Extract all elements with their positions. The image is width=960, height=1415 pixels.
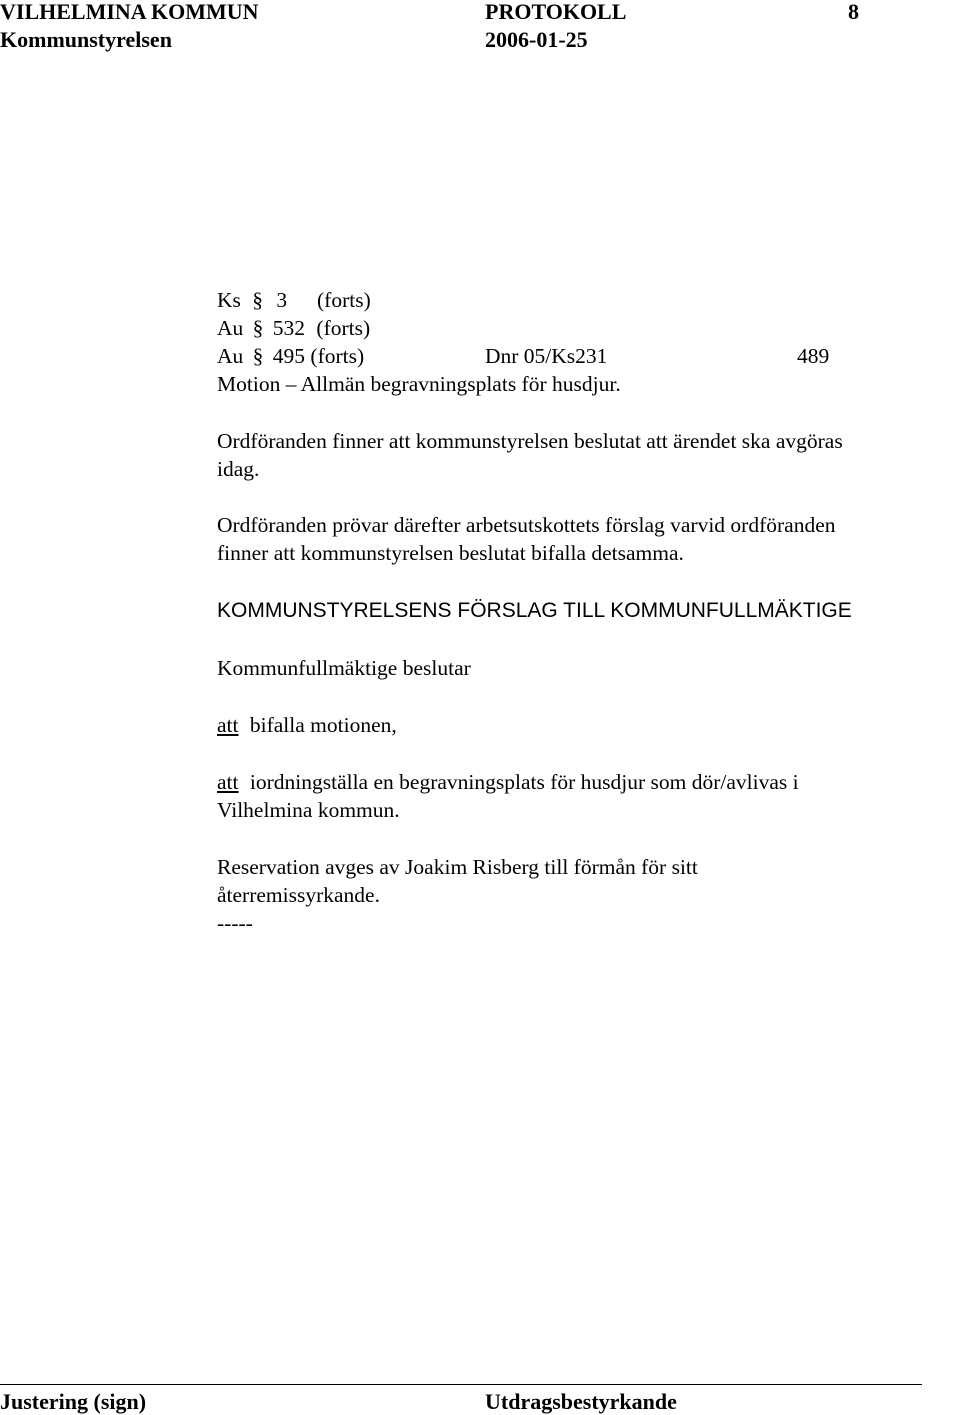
proposal-heading: KOMMUNSTYRELSENS FÖRSLAG TILL KOMMUNFULLMÄKTIGE	[217, 599, 852, 622]
reference-note: (forts)	[310, 344, 365, 368]
reference-note: (forts)	[316, 316, 371, 340]
committee-name: Kommunstyrelsen	[0, 27, 172, 52]
diary-number: Dnr 05/Ks231	[485, 344, 608, 368]
reference-number: 532	[272, 316, 306, 340]
decision-2-line-1	[217, 768, 799, 796]
reference-row-3	[217, 342, 364, 370]
section-symbol: §	[252, 288, 264, 312]
reservation-line-2: återremissyrkande.	[217, 883, 380, 907]
paragraph-1-line-1: Ordföranden finner att kommunstyrelsen beslutat att ärendet ska avgöras	[217, 429, 843, 453]
page-number: 8	[848, 0, 859, 24]
paragraph-2-line-1: Ordföranden prövar därefter arbetsutskottets förslag varvid ordföranden	[217, 513, 836, 537]
reference-number: 495	[272, 344, 306, 368]
municipality-name: VILHELMINA KOMMUN	[0, 0, 259, 24]
decision-intro: Kommunfullmäktige beslutar	[217, 656, 471, 680]
reference-prefix: Ks	[217, 288, 241, 312]
paragraph-2-line-2: finner att kommunstyrelsen beslutat bifalla detsamma.	[217, 541, 684, 565]
reference-note: (forts)	[317, 288, 371, 312]
matter-title: Motion – Allmän begravningsplats för husdjur.	[217, 372, 621, 396]
reference-prefix: Au	[217, 316, 244, 340]
reservation-line-1: Reservation avges av Joakim Risberg till förmån för sitt	[217, 855, 698, 879]
decision-2-line-2: Vilhelmina kommun.	[217, 798, 400, 822]
footer-divider	[0, 1384, 922, 1385]
case-number: 489	[797, 344, 830, 368]
att-keyword: att	[217, 713, 239, 737]
reference-row-1	[217, 286, 371, 314]
reference-number: 3	[276, 288, 288, 312]
section-symbol: §	[252, 344, 264, 368]
section-symbol: §	[252, 316, 264, 340]
decision-1	[217, 711, 397, 739]
justering-label: Justering (sign)	[0, 1389, 147, 1414]
end-marker: -----	[217, 911, 253, 935]
decision-text: iordningställa en begravningsplats för husdjur som dör/avlivas i	[249, 770, 799, 794]
decision-text: bifalla motionen,	[249, 713, 397, 737]
att-keyword: att	[217, 770, 239, 794]
document-type: PROTOKOLL	[485, 0, 627, 24]
meeting-date: 2006-01-25	[485, 27, 588, 52]
reference-row-2	[217, 314, 370, 342]
utdragsbestyrkande-label: Utdragsbestyrkande	[485, 1389, 677, 1414]
paragraph-1-line-2: idag.	[217, 457, 260, 481]
reference-prefix: Au	[217, 344, 244, 368]
